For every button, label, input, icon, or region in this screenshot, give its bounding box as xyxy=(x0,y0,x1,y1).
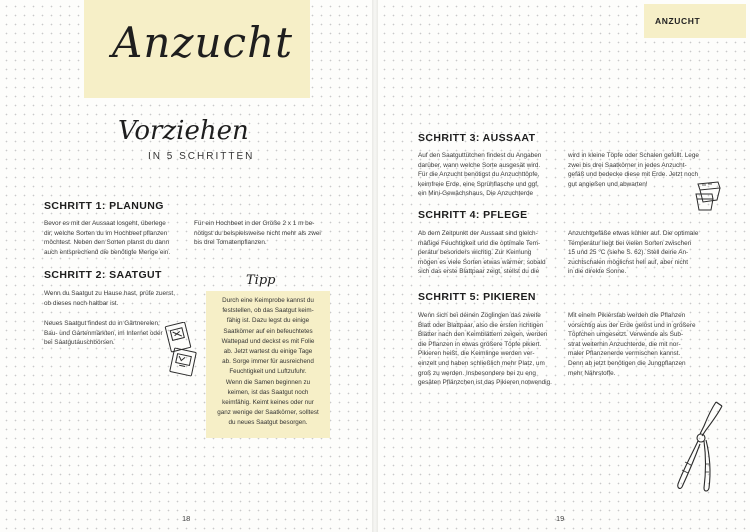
page-title: Anzucht xyxy=(112,18,294,67)
step3-heading: SCHRITT 3: AUSSAAT xyxy=(418,132,536,144)
pruning-shears-icon xyxy=(672,398,730,496)
section-tag: ANZUCHT xyxy=(655,16,701,26)
step2-text-para2: Neues Saatgut findest du in Gärtnereien, Bau- und Gartenmärkten, im Internet oder bei Saatgutauschbörsen. xyxy=(44,320,163,347)
step1-heading: SCHRITT 1: PLANUNG xyxy=(44,200,164,212)
step1-text-col1: Bevor es mit der Aussaat losgeht, überlege dir, welche Sorten du im Hochbeet pflanzen möchtest. Neben den Sorten planst du dann auch entsprechend die benötigte Menge ein. xyxy=(44,220,171,256)
step2-heading: SCHRITT 2: SAATGUT xyxy=(44,269,162,281)
step5-text-col2: Mit einem Pikierstab werden die Pflanzen vorsichtig aus der Erde gelöst und in größere Töpfchen umgesetzt. Verwende als Sub- strat weiterhin Anzuchterde, die mit nor- maler Pflanzenerde vermischen kannst. Denn ab jetzt benötigen die Jungpflanzen mehr Nährstoffe. xyxy=(568,312,696,377)
step4-heading: SCHRITT 4: PFLEGE xyxy=(418,209,528,221)
tip-title: Tipp xyxy=(246,273,276,288)
page-number-left: 18 xyxy=(182,514,191,523)
step2-text-para1: Wenn du Saatgut zu Hause hast, prüfe zuerst, ob dieses noch haltbar ist. xyxy=(44,290,175,307)
page-number-right: 19 xyxy=(556,514,565,523)
left-page xyxy=(0,0,372,532)
step3-text-col1: Auf den Saatguttütchen findest du Angaben darüber, wann welche Sorte ausgesät wird. Für die Anzucht benötigst du Anzuchttöpfe, keimfreie Erde, eine Sprühflasche und ggf. ein Mini-Gewächshaus. Die Anzuchterde xyxy=(418,152,542,198)
plant-pots-icon xyxy=(690,180,730,214)
step4-text-col1: Ab dem Zeitpunkt der Aussaat sind gleich- mäßige Feuchtigkeit und die optimale Tem- peratur besonders wichtig. Zur Keimung mögen es viele Sorten etwas wärmer; sobald sich das erste Blattpaar zeigt, stellst du die xyxy=(418,230,546,276)
subtitle-caps: IN 5 SCHRITTEN xyxy=(148,151,255,162)
subtitle-script: Vorziehen xyxy=(118,116,249,146)
step5-heading: SCHRITT 5: PIKIEREN xyxy=(418,291,536,303)
step1-text-col2: Für ein Hochbeet in der Größe 2 x 1 m be- nötigst du beispielsweise nicht mehr als zwei bis drei Tomatenpflanzen. xyxy=(194,220,321,247)
step3-text-col2: wird in kleine Töpfe oder Schalen gefüllt. Lege zwei bis drei Saatkörner in jedes Anzucht- gefäß und bedecke diese mit Erde. Jetzt noch gut angießen und abwarten! xyxy=(568,152,699,188)
step5-text-col1: Wenn sich bei deinen Zöglingen das zweite Blatt oder Blattpaar, also die ersten richtigen Blätter nach den Keimblättern zeigen, werden die Pflanzen in etwas größere Töpfe pikiert. Pikieren heißt, die Keimlinge werden ver- einzelt und haben schließlich mehr Platz, um groß zu werden. Insbesondere bei zu eng gesäten Pflänzchen ist das Pikieren notwendig. xyxy=(418,312,552,387)
step4-text-col2: Anzuchtgefäße etwas kühler auf. Die optimale Temperatur liegt bei vielen Sorten zwischen 15 und 25 °C (siehe S. 62). Stell deine An- zuchtschalen möglichst hell auf, aber nicht in die direkte Sonne. xyxy=(568,230,699,276)
seed-packets-icon xyxy=(158,322,200,378)
tip-text: Durch eine Keimprobe kannst du feststellen, ob das Saatgut keim- fähig ist. Dazu legst du einige Saatkörner auf ein befeuchtetes Wattepad und deckst es mit Folie ab. Jetzt wartest du einige Tage ab. Sorge immer für ausreichend Feuchtigkeit und Luftzufuhr. Wenn die Samen beginnen zu keimen, ist das Saatgut noch keimfähig. Keimt keines oder nur ganz wenige der Saatkörner, solltest du neues Saatgut besorgen. xyxy=(217,297,319,427)
